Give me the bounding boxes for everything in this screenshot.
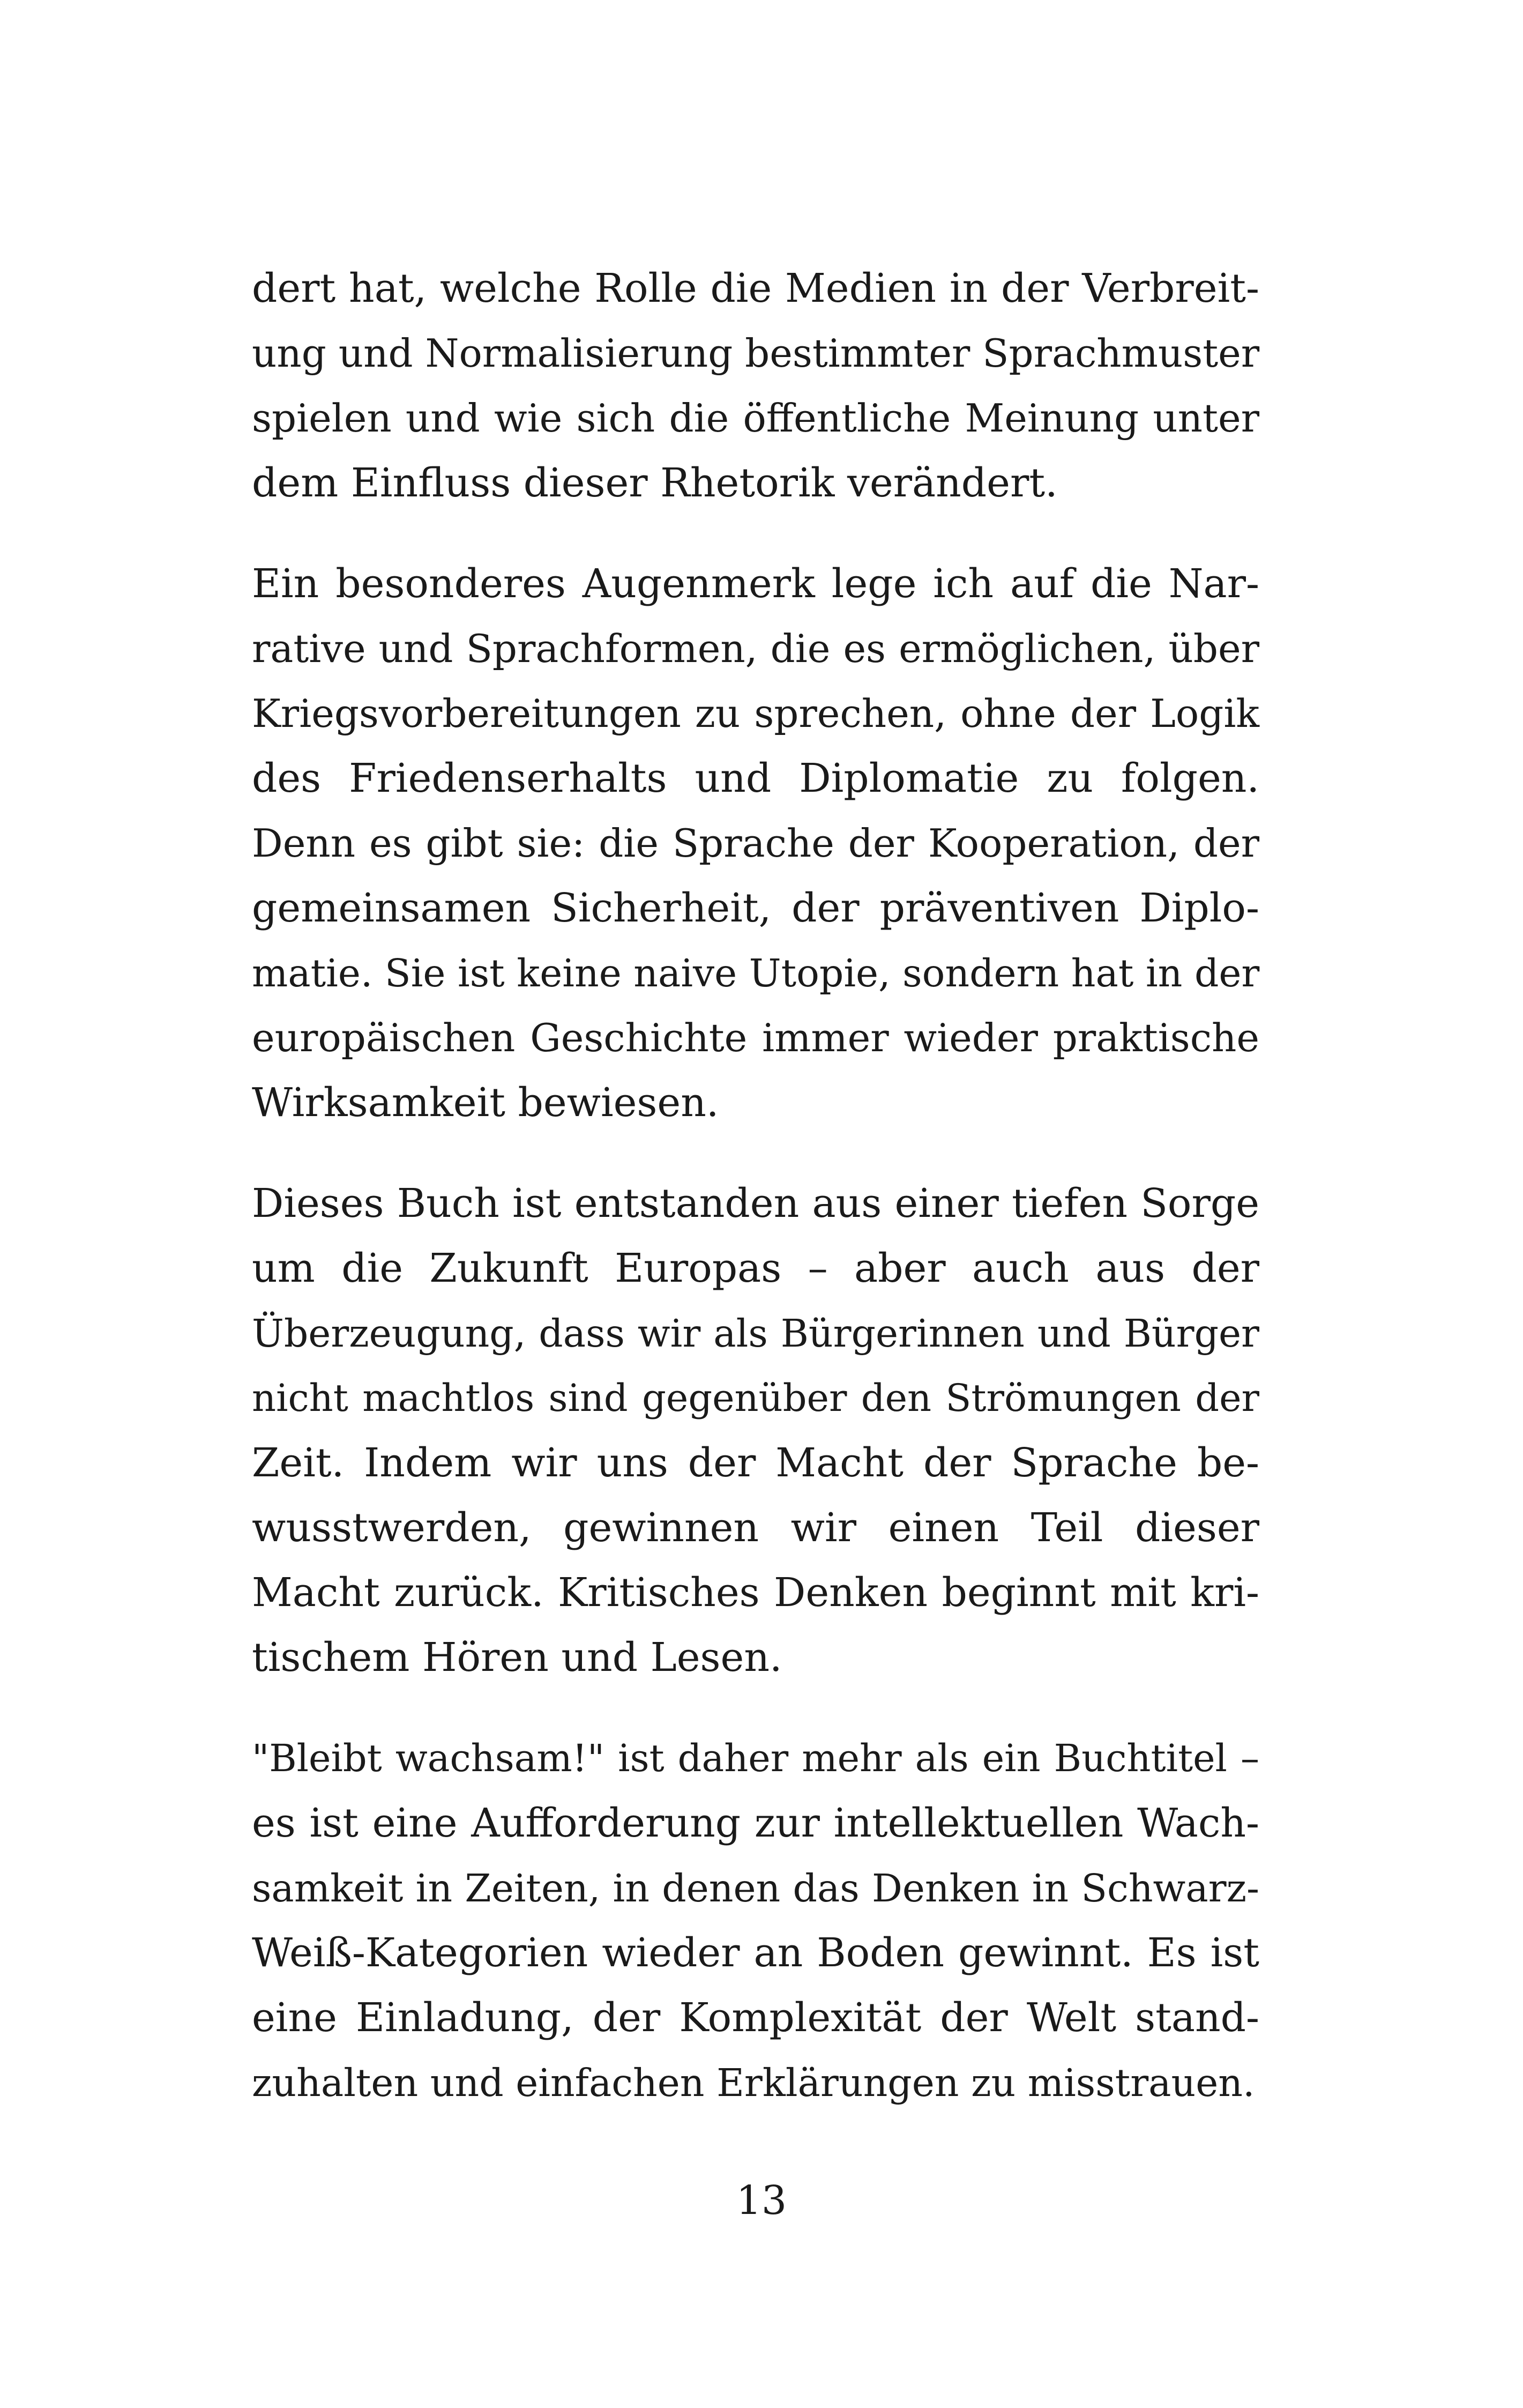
paragraph-4	[252, 1726, 1259, 2115]
text-line: Ein besonderes Augenmerk lege ich auf die Nar-	[252, 561, 1259, 607]
page-number: 13	[736, 2177, 787, 2224]
text-line: Kriegsvorbereitungen zu sprechen, ohne der Logik	[252, 691, 1259, 736]
text-line: es ist eine Aufforderung zur intellektuellen Wach-	[252, 1800, 1259, 1846]
text-line: Weiß-Kategorien wieder an Boden gewinnt. Es ist	[252, 1930, 1259, 1976]
text-line: spielen und wie sich die öffentliche Meinung unter	[252, 396, 1259, 441]
text-line: Denn es gibt sie: die Sprache der Kooperation, der	[252, 821, 1259, 866]
text-line: dert hat, welche Rolle die Medien in der Verbreit-	[252, 265, 1259, 311]
text-line: rative und Sprachformen, die es ermöglichen, über	[252, 626, 1259, 671]
paragraph-3	[252, 1171, 1259, 1690]
text-line: gemeinsamen Sicherheit, der präventiven Diplo-	[252, 885, 1259, 931]
text-line: um die Zukunft Europas – aber auch aus der	[252, 1245, 1259, 1291]
text-line: wusstwerden, gewinnen wir einen Teil dieser	[252, 1505, 1259, 1551]
text-line: samkeit in Zeiten, in denen das Denken in Schwarz-	[252, 1866, 1259, 1911]
text-line: matie. Sie ist keine naive Utopie, sondern hat in der	[252, 951, 1260, 995]
text-line: des Friedenserhalts und Diplomatie zu folgen.	[252, 755, 1259, 801]
text-line: tischem Hören und Lesen.	[252, 1634, 782, 1681]
body-text	[252, 256, 1259, 2151]
text-line: Macht zurück. Kritisches Denken beginnt mit kri-	[252, 1570, 1259, 1616]
text-line: europäischen Geschichte immer wieder praktische	[252, 1015, 1259, 1060]
paragraph-2	[252, 552, 1259, 1135]
text-line: nicht machtlos sind gegenüber den Strömungen der	[252, 1376, 1259, 1420]
text-line: Dieses Buch ist entstanden aus einer tiefen Sorge	[252, 1180, 1259, 1227]
text-line: Wirksamkeit bewiesen.	[252, 1080, 719, 1126]
text-line: eine Einladung, der Komplexität der Welt stand-	[252, 1995, 1259, 2041]
text-line: zuhalten und einfachen Erklärungen zu misstrauen.	[252, 2061, 1255, 2105]
text-line: dem Einfluss dieser Rhetorik verändert.	[252, 460, 1058, 506]
text-line: Zeit. Indem wir uns der Macht der Sprache be-	[252, 1440, 1259, 1486]
paragraph-1	[252, 256, 1259, 516]
text-line: Überzeugung, dass wir als Bürgerinnen und Bürger	[252, 1311, 1259, 1356]
text-line: ung und Normalisierung bestimmter Sprachmuster	[252, 331, 1260, 376]
text-line: "Bleibt wachsam!" ist daher mehr als ein Buchtitel –	[252, 1736, 1259, 1780]
